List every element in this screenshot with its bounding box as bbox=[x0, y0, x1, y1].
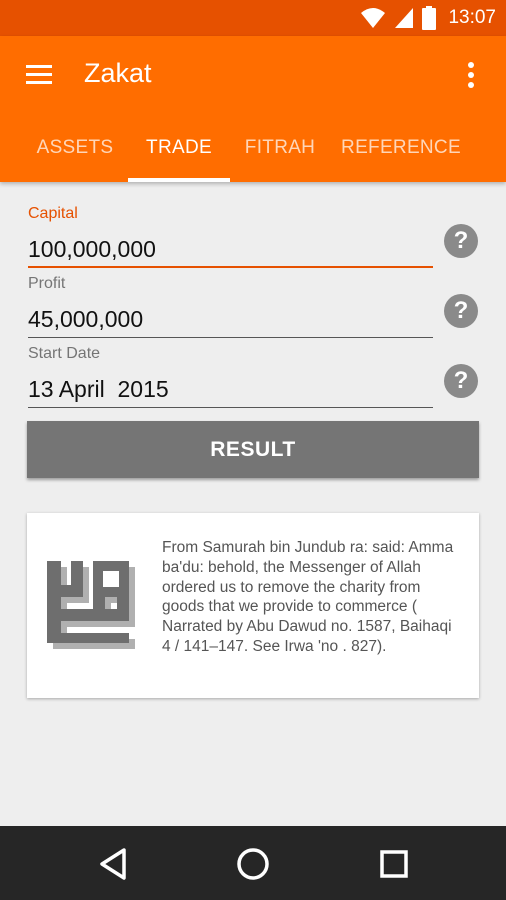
status-bar bbox=[0, 0, 506, 36]
hamburger-menu-icon[interactable] bbox=[22, 60, 56, 90]
tab-bar bbox=[0, 124, 506, 182]
wifi-icon bbox=[360, 7, 386, 29]
capital-input[interactable] bbox=[28, 233, 433, 265]
status-time: 13:07 bbox=[448, 7, 496, 28]
profit-label: Profit bbox=[28, 275, 66, 292]
app-bar bbox=[0, 36, 506, 182]
tab-indicator bbox=[128, 178, 230, 182]
start-date-help-icon[interactable]: ? bbox=[444, 364, 478, 398]
capital-underline bbox=[28, 266, 433, 268]
battery-icon bbox=[422, 6, 436, 30]
navigation-bar bbox=[0, 826, 506, 900]
overflow-menu-icon[interactable] bbox=[456, 58, 486, 92]
app-title: Zakat bbox=[84, 58, 152, 88]
recents-icon[interactable] bbox=[374, 844, 414, 884]
tab-reference[interactable]: REFERENCE bbox=[341, 137, 461, 158]
start-date-input[interactable] bbox=[28, 373, 433, 405]
capital-help-icon[interactable]: ? bbox=[444, 224, 478, 258]
hadith-text: From Samurah bin Jundub ra: said: Amma ba'du: behold, the Messenger of Allah ordered us to remove the charity from goods that we provide to commerce ( Narrated by Abu Dawud no. 1587, Baihaqi 4 / 141–147. See Irwa 'no . 827). bbox=[162, 539, 454, 655]
cell-signal-icon bbox=[394, 7, 414, 29]
start-date-label: Start Date bbox=[28, 345, 101, 362]
result-button[interactable]: RESULT bbox=[27, 421, 479, 478]
profit-input[interactable] bbox=[28, 303, 433, 335]
profit-underline bbox=[28, 337, 433, 338]
profit-help-icon[interactable]: ? bbox=[444, 294, 478, 328]
back-icon[interactable] bbox=[94, 844, 134, 884]
kufic-calligraphy-logo bbox=[47, 561, 141, 655]
status-icons bbox=[360, 0, 496, 36]
hadith-card bbox=[27, 513, 479, 698]
capital-label: Capital bbox=[28, 205, 78, 222]
tab-fitrah[interactable]: FITRAH bbox=[244, 137, 316, 158]
tab-assets[interactable]: ASSETS bbox=[36, 137, 114, 158]
tab-trade[interactable]: TRADE bbox=[146, 137, 212, 158]
start-date-underline bbox=[28, 407, 433, 408]
home-icon[interactable] bbox=[233, 844, 273, 884]
